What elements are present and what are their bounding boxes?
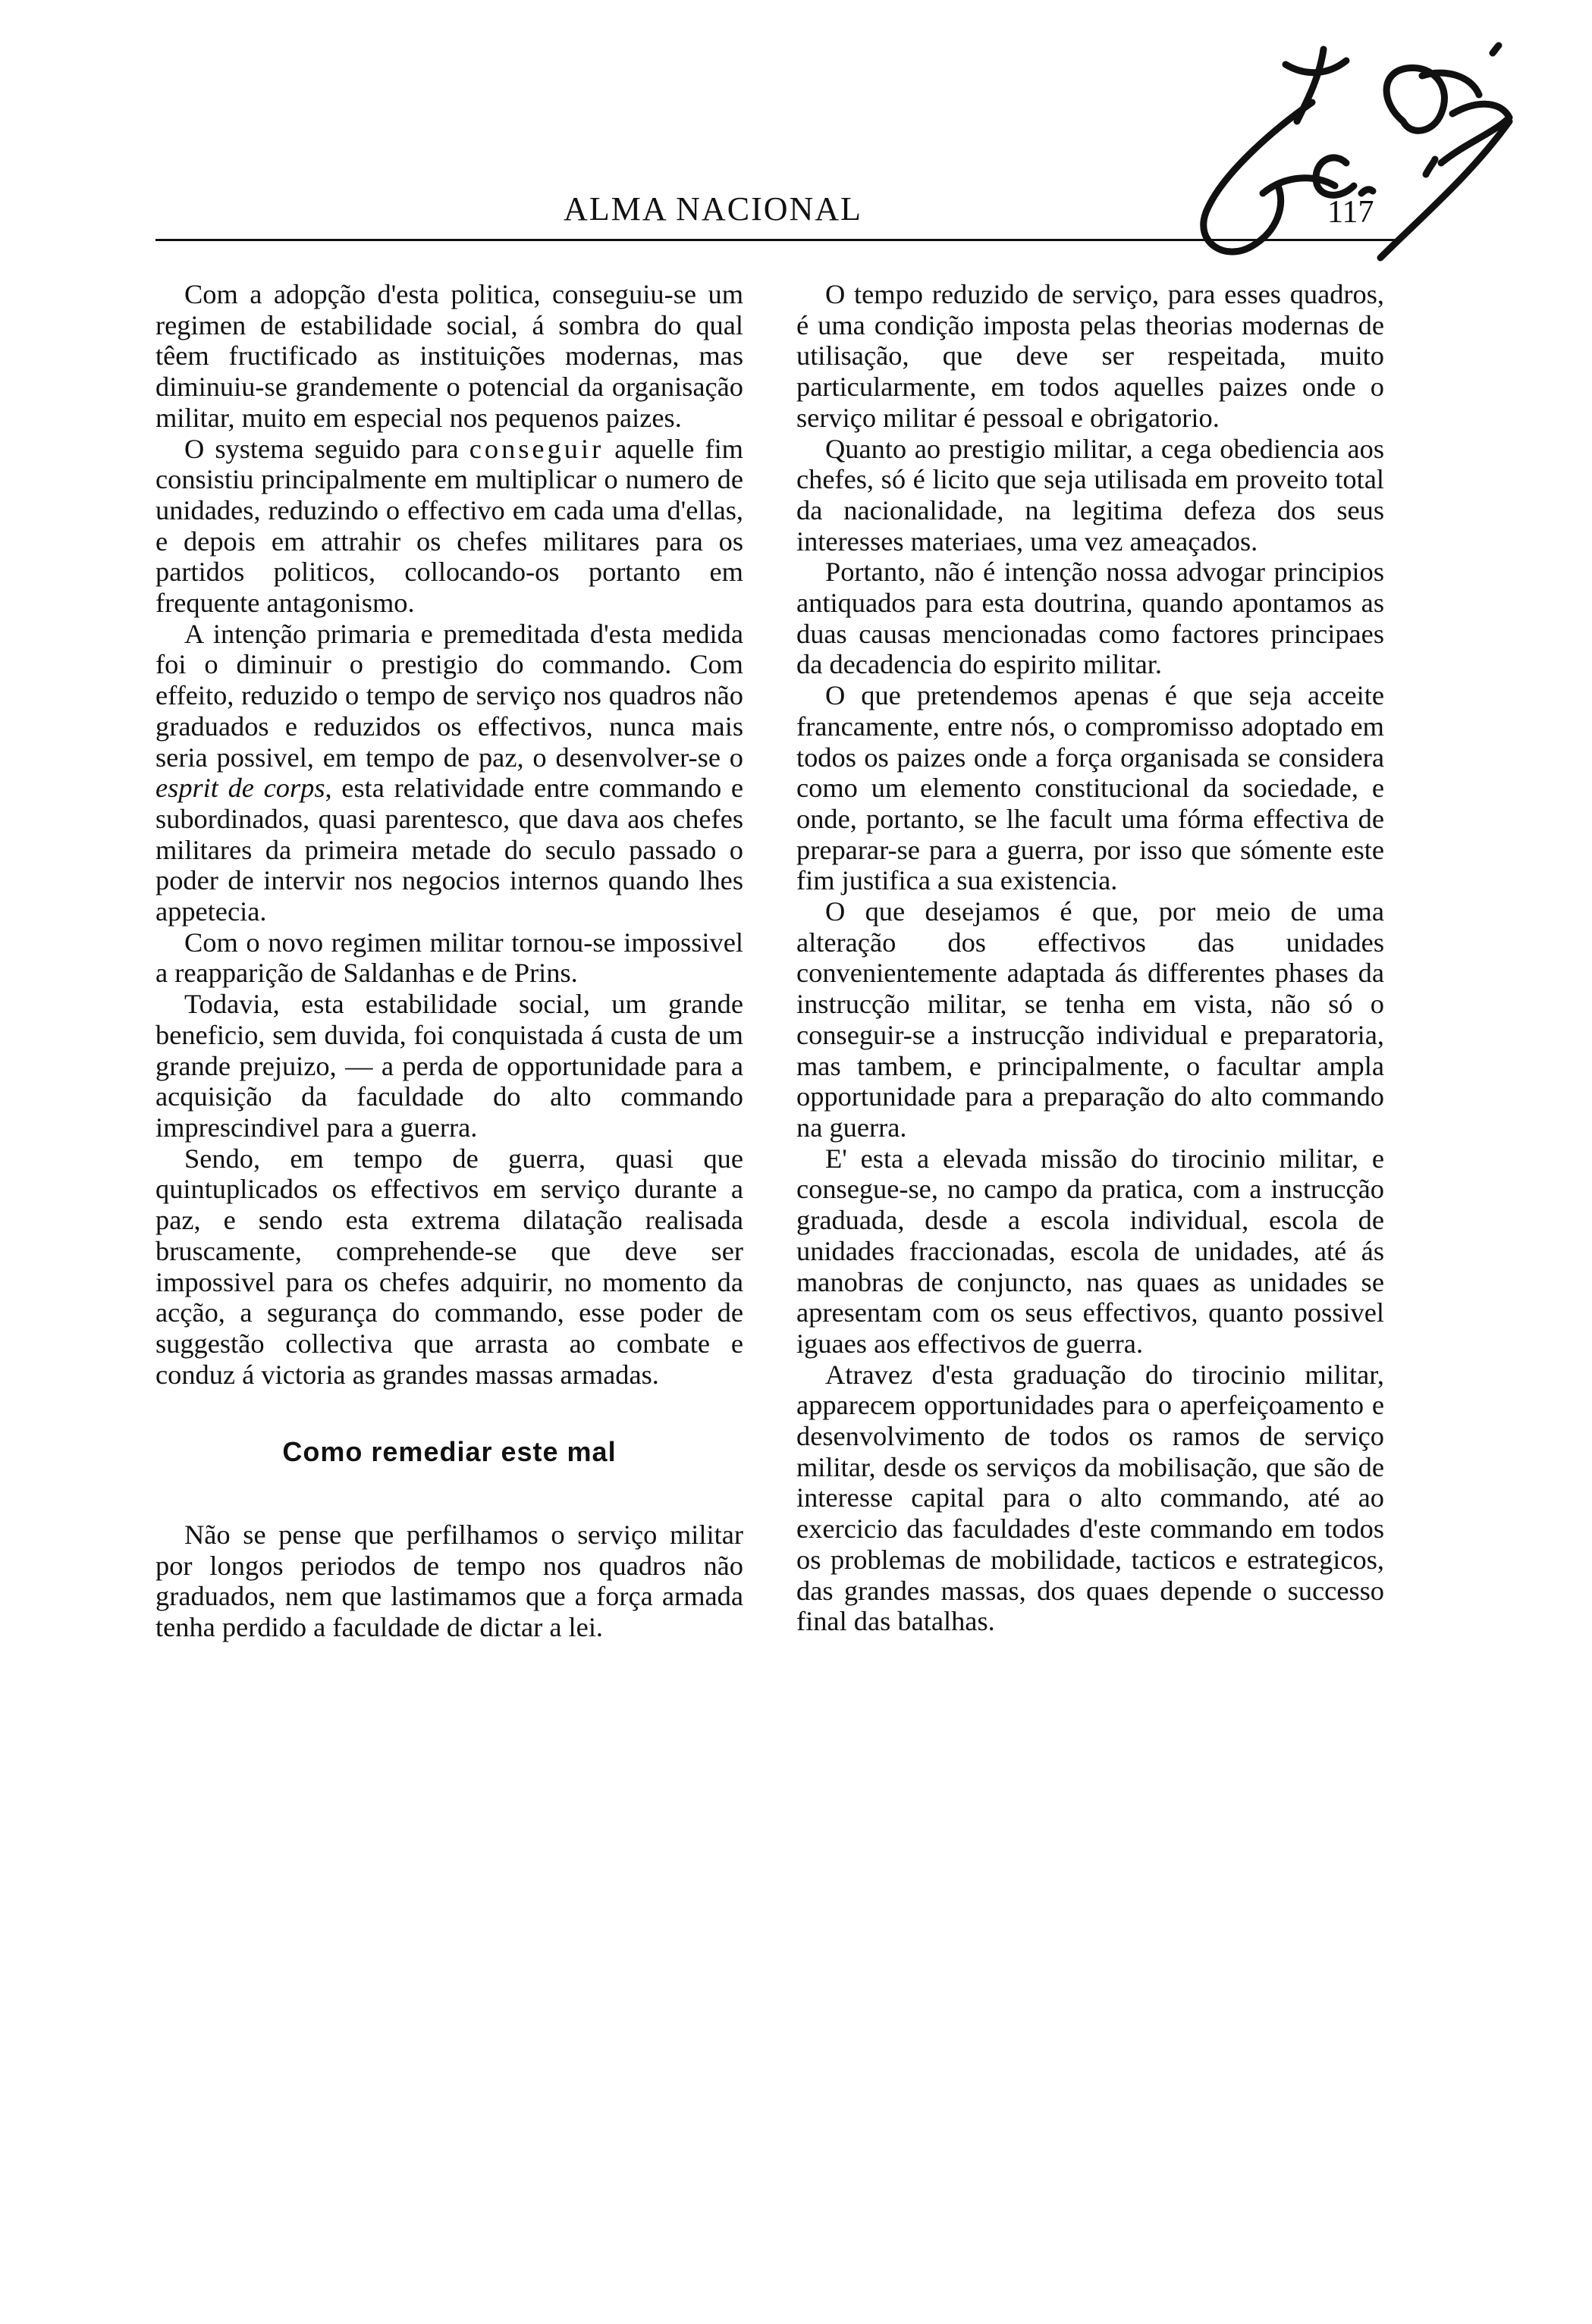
section-heading: Como remediar este mal [282, 1436, 617, 1468]
paragraph: Com a adopção d'esta politica, conseguiu-se um regimen de estabilidade social, á sombra do qual têem fructificado as instituições modernas, mas diminuiu-se grandemente o potencial da organisação militar, muito em especial nos pequenos paizes. [155, 279, 743, 433]
paragraph: E' esta a elevada missão do tirocinio militar, e consegue-se, no campo da pratica, com a instrucção graduada, desde a escola individual, escola de unidades fraccionadas, escola de unidades, até ás manobras de conjuncto, nas quaes as unidades se apresentam com os seus effectivos, quanto possivel iguaes aos effectivos de guerra. [796, 1143, 1384, 1359]
paragraph [155, 619, 743, 927]
paragraph: Não se pense que perfilhamos o serviço militar por longos periodos de tempo nos quadros não graduados, nem que lastimamos que a força armada tenha perdido a faculdade de dictar a lei. [155, 1520, 743, 1643]
paragraph: Com o novo regimen militar tornou-se impossivel a reapparição de Saldanhas e de Prins. [155, 927, 743, 989]
italic-phrase: esprit de corps [155, 773, 325, 804]
left-column [155, 279, 743, 1643]
paragraph: O tempo reduzido de serviço, para esses quadros, é uma condição imposta pelas theorias modernas de utilisação, que deve ser respeitada, muito particularmente, em todos aquelles paizes onde o serviço militar é pessoal e obrigatorio. [796, 279, 1384, 433]
paragraph-text: O systema seguido para [184, 433, 469, 464]
paragraph-text: , esta relatividade entre commando e subordinados, quasi parentesco, que dava aos chefes militares da primeira metade do seculo passado o poder de intervir nos negocios internos quando lhes appetecia. [155, 773, 743, 927]
paragraph [155, 434, 743, 619]
paragraph-text: A intenção primaria e premeditada d'esta medida foi o diminuir o prestigio do commando. Com effeito, reduzido o tempo de serviço nos quadros não graduados e reduzidos os effectivos, nunca mais seria possivel, em tempo de paz, o desenvolver-se o [155, 618, 743, 773]
right-column [796, 279, 1384, 1637]
paragraph: Quanto ao prestigio militar, a cega obediencia aos chefes, só é licito que seja utilisada em proveito total da nacionalidade, na legitima defeza dos seus interesses materiaes, uma vez ameaçados. [796, 433, 1384, 557]
paragraph: O que pretendemos apenas é que seja acceite francamente, entre nós, o compromisso adoptado em todos os paizes onde a força organisada se considera como um elemento constitucional da sociedade, e onde, portanto, se lhe facult uma fórma effectiva de preparar-se para a guerra, por isso que sómente este fim justifica a sua existencia. [796, 680, 1384, 896]
header-rule [155, 239, 1399, 241]
paragraph: Todavia, esta estabilidade social, um grande beneficio, sem duvida, foi conquistada á custa de um grande prejuizo, — a perda de opportunidade para a acquisição da faculdade do alto commando imprescindivel para a guerra. [155, 989, 743, 1143]
spaced-word: conseguir [469, 433, 604, 464]
paragraph: O que desejamos é que, por meio de uma alteração dos effectivos das unidades convenientemente adaptada ás differentes phases da instrucção militar, se tenha em vista, não só o conseguir-se a instrucção individual e preparatoria, mas tambem, e principalmente, o facultar ampla opportunidade para a preparação do alto commando na guerra. [796, 896, 1384, 1143]
handwritten-signature [1153, 30, 1517, 281]
page-number: 117 [1327, 195, 1374, 230]
paragraph: Sendo, em tempo de guerra, quasi que quintuplicados os effectivos em serviço durante a paz, e sendo esta extrema dilatação realisada bruscamente, comprehende-se que deve ser impossivel para os chefes adquirir, no momento da acção, a segurança do commando, esse poder de suggestão collectiva que arrasta ao combate e conduz á victoria as grandes massas armadas. [155, 1143, 743, 1390]
paragraph-text: aquelle fim consistiu principalmente em multiplicar o numero de unidades, reduzindo o effectivo em cada uma d'ellas, e depois em attrahir os chefes militares para os partidos politicos, collocando-os portanto em frequente antagonismo. [155, 433, 743, 619]
paragraph: Atravez d'esta graduação do tirocinio militar, apparecem opportunidades para o aperfeiçoamento e desenvolvimento de todos os ramos de serviço militar, desde os serviços da mobilisação, que são de interesse capital para o alto commando, até ao exercicio das faculdades d'este commando em todos os problemas de mobilidade, tacticos e estrategicos, das grandes massas, dos quaes depende o successo final das batalhas. [796, 1359, 1384, 1637]
running-title: ALMA NACIONAL [564, 190, 862, 227]
paragraph: Portanto, não é intenção nossa advogar principios antiquados para esta doutrina, quando apontamos as duas causas mencionadas como factores principaes da decadencia do espirito militar. [796, 557, 1384, 680]
